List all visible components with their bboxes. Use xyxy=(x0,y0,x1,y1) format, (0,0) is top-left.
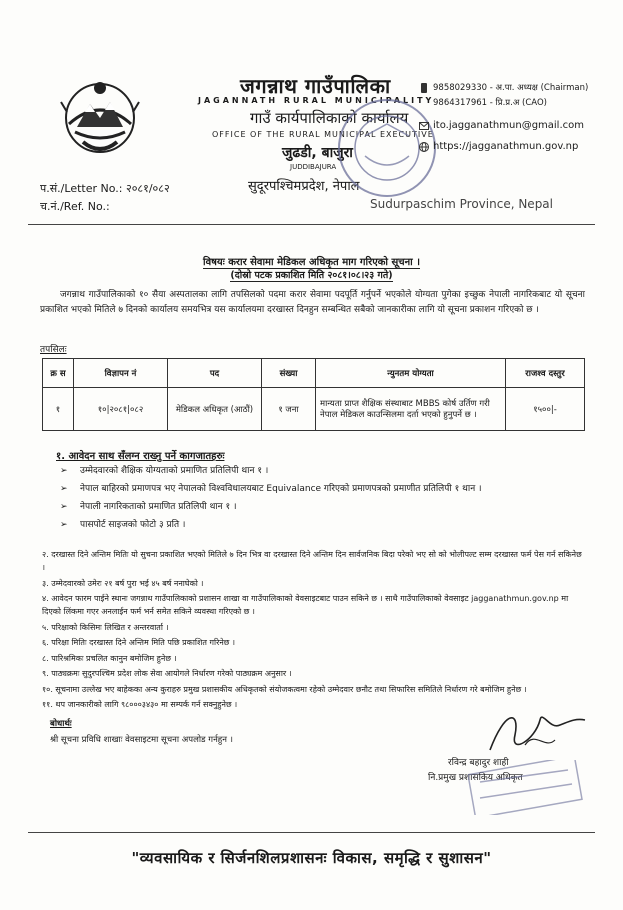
signatory-name: रविन्द्र बहादुर शाही xyxy=(448,758,509,768)
office-title-en: OFFICE OF THE RURAL MUNICIPAL EXECUTIVE xyxy=(212,130,434,139)
list-item xyxy=(60,498,481,516)
tapasil-label: तपसिलः xyxy=(40,345,67,355)
header-divider xyxy=(28,224,595,225)
cell-ad-no: १०|२०८१|०८२ xyxy=(74,388,168,431)
rules-list xyxy=(42,548,587,714)
letter-no-label: प.सं./Letter No.: xyxy=(40,182,123,195)
cell-sn: १ xyxy=(43,388,74,431)
rule-item: ९. पाठ्यक्रमः सुदुरपश्चिम प्रदेश लोक सेवा आयोगले निर्धारण गरेको पाठ्यक्रम अनुसार । xyxy=(42,669,292,678)
cell-fee: १५००|- xyxy=(506,388,585,431)
subject-text: विषयः करार सेवामा मेडिकल अधिकृत माग गरिएको सूचना । xyxy=(202,257,421,268)
published-note-text: (दोस्रो पटक प्रकाशित मिति २०८१।०८।२३ गते) xyxy=(230,270,393,281)
province-en: Sudurpaschim Province, Nepal xyxy=(370,197,553,211)
subject-line xyxy=(0,254,623,268)
cell-count: १ जना xyxy=(262,388,316,431)
officer-stamp xyxy=(468,760,583,815)
document-text: नेपाल बाहिरको प्रमाणपत्र भए नेपालको विश्वविधालयबाट Equivalance गरिएको प्रमाणपत्रको प्रमाणीत प्रतिलिपी १ थान । xyxy=(80,484,482,494)
rule-item: ११. थप जानकारीको लागि ९८०००३४३० मा सम्पर्क गर्न सक्नुहुनेछ । xyxy=(42,700,238,709)
list-item xyxy=(60,480,481,498)
published-note xyxy=(0,268,623,281)
contact-website xyxy=(419,141,578,152)
place-np: जुढडी, बाजुरा xyxy=(282,145,353,161)
signatory-title: नि.प्रमुख प्रशासकिय अधिकृत xyxy=(428,773,523,783)
th-post: पद xyxy=(168,359,262,388)
bodartha-label: बोधार्थः xyxy=(50,719,72,729)
phone-cao-text: 9864317961 - प्रि.प्र.अ (CAO) xyxy=(433,98,547,108)
phone-icon xyxy=(419,98,429,108)
rule-item: ५. परिक्षाको किसिमः लिखित र अन्तरवार्ता । xyxy=(42,622,169,632)
letter-no-value: २०८१/०८२ xyxy=(125,182,170,195)
th-qualification: न्युनतम योग्यता xyxy=(316,359,506,388)
nepal-emblem-logo xyxy=(55,72,145,162)
globe-icon xyxy=(419,142,429,152)
rule-item: ६. परिक्षा मितिः दरखास्त दिने अन्तिम मिति पछि प्रकाशित गरिनेछ । xyxy=(42,638,235,647)
documents-section-title: १. आवेदन साथ सँलग्न राख्नु पर्ने कागजातहरुः xyxy=(56,451,225,462)
document-text: पासपोर्ट साइजको फोटो ३ प्रति । xyxy=(80,520,186,530)
place-en: JUDDIBAJURA xyxy=(290,163,337,171)
rule-item: १०. सूचनामा उल्लेख भए बाहेकका अन्य कुराहरु प्रमुख प्रशासकीय अधिकृतको संयोजकत्वमा रहेको उम्मेदवार छनौट तथा सिफारिस समितिले निर्धारण गरे बमोजिम हुनेछ । xyxy=(42,684,527,694)
contact-email xyxy=(419,120,584,131)
rule-item: ४. आवेदन फारम पाईने स्थानः जगन्नाथ गाउँपालिकाको प्रशासन शाखा वा गाउँपालिकाको वेवसाइटबाट पाउन सकिने छ । साथै गाउँपालिकाको वेवसाइट jagganathmun.gov.np मा दिएको लिंकमा गएर अनलाईन फर्म भर्न समेत सकिने व्यवस्था गरिएको छ । xyxy=(42,594,569,616)
arrow-icon: ➢ xyxy=(60,466,68,476)
municipality-title-en: JAGANNATH RURAL MUNICIPALITY xyxy=(198,96,435,105)
office-title-np: गाउँ कार्यपालिकाको कार्यालय xyxy=(250,109,409,127)
phone-icon xyxy=(419,83,429,93)
contact-phone-cao xyxy=(419,97,547,108)
arrow-icon: ➢ xyxy=(60,502,68,512)
rule-item: ८. पारिश्रमिकः प्रचलित कानुन बमोजिम हुनेछ । xyxy=(42,653,177,663)
letter-numbers xyxy=(40,180,170,216)
cc-line: श्री सूचना प्रविधि शाखाः वेवसाइटमा सूचना अपलोड गर्नहुन । xyxy=(50,735,233,745)
table-header-row xyxy=(43,359,585,388)
email-text[interactable]: ito.jagganathmun@gmail.com xyxy=(433,120,585,131)
document-text: उम्मेदवारको शैक्षिक योग्यताको प्रमाणित प्रतिलिपी थान १ । xyxy=(80,466,269,476)
email-icon xyxy=(419,121,429,131)
table-row xyxy=(43,388,585,431)
province-np: सुदूरपश्चिमप्रदेश, नेपाल xyxy=(248,179,360,194)
document-text: नेपाली नागरिकताको प्रमाणित प्रतिलिपी थान १ । xyxy=(80,502,237,512)
cell-post: मेडिकल अधिकृत (आठौं) xyxy=(168,388,262,431)
intro-paragraph: जगन्नाथ गाउँपालिकाको १० सैया अस्पतालका लागि तपसिलको पदमा करार सेवामा पदपूर्ति गर्नुपर्ने भएकोले योग्यता पुगेका इच्छुक नेपाली नागरिकबाट यो सूचना प्रकाशित भएको मितिले ७ दिनको कार्यालय समयभित्र यस कार्यालयमा दरखास्त दिनहुन सम्बन्धित सबैको जानकारीका लागि यो सूचना प्रकाशन गरिएको छ । xyxy=(40,290,585,315)
footer-divider xyxy=(28,832,595,833)
th-count: संख्या xyxy=(262,359,316,388)
list-item xyxy=(60,516,481,534)
cell-qualification: मान्यता प्राप्त शैक्षिक संस्थाबाट MBBS कोर्ष उर्तिण गरी नेपाल मेडिकल काउन्सिलमा दर्ता भएको हुनुपर्ने छ । xyxy=(316,388,506,431)
vacancy-table xyxy=(42,358,585,431)
website-text[interactable]: https://jagganathmun.gov.np xyxy=(433,141,579,152)
arrow-icon: ➢ xyxy=(60,484,68,494)
documents-list xyxy=(60,462,481,534)
arrow-icon: ➢ xyxy=(60,520,68,530)
ref-no-label: च.नं./Ref. No.: xyxy=(40,200,110,213)
th-sn: क्र स xyxy=(43,359,74,388)
rule-item: २. दरखास्त दिने अन्तिम मितिः यो सुचना प्रकाशित भएको मितिले ७ दिन भित्र वा दरखास्त दिने अन्तिम दिन सार्वजनिक बिदा परेको भए सो को भोलीपल्ट सम्म दरखास्त फर्म पेस गर्न सकिनेछ । xyxy=(42,550,582,572)
list-item xyxy=(60,462,481,480)
slogan: "व्यवसायिक र सिर्जनशिलप्रशासनः विकास, समृद्धि र सुशासन" xyxy=(131,849,492,867)
municipality-title-np: जगन्नाथ गाउँपालिका xyxy=(240,74,391,98)
th-fee: राजश्व दस्तुर xyxy=(506,359,585,388)
phone-chairman-text: 9858029330 - अ.पा. अध्यक्ष (Chairman) xyxy=(433,83,589,93)
handwritten-signature xyxy=(480,700,590,760)
contact-phone-chairman xyxy=(419,82,588,93)
th-ad-no: विज्ञापन नं xyxy=(74,359,168,388)
rule-item: ३. उम्मेदवारको उमेरः २१ बर्ष पुरा भई ४५ बर्ष ननाघेको । xyxy=(42,578,204,588)
